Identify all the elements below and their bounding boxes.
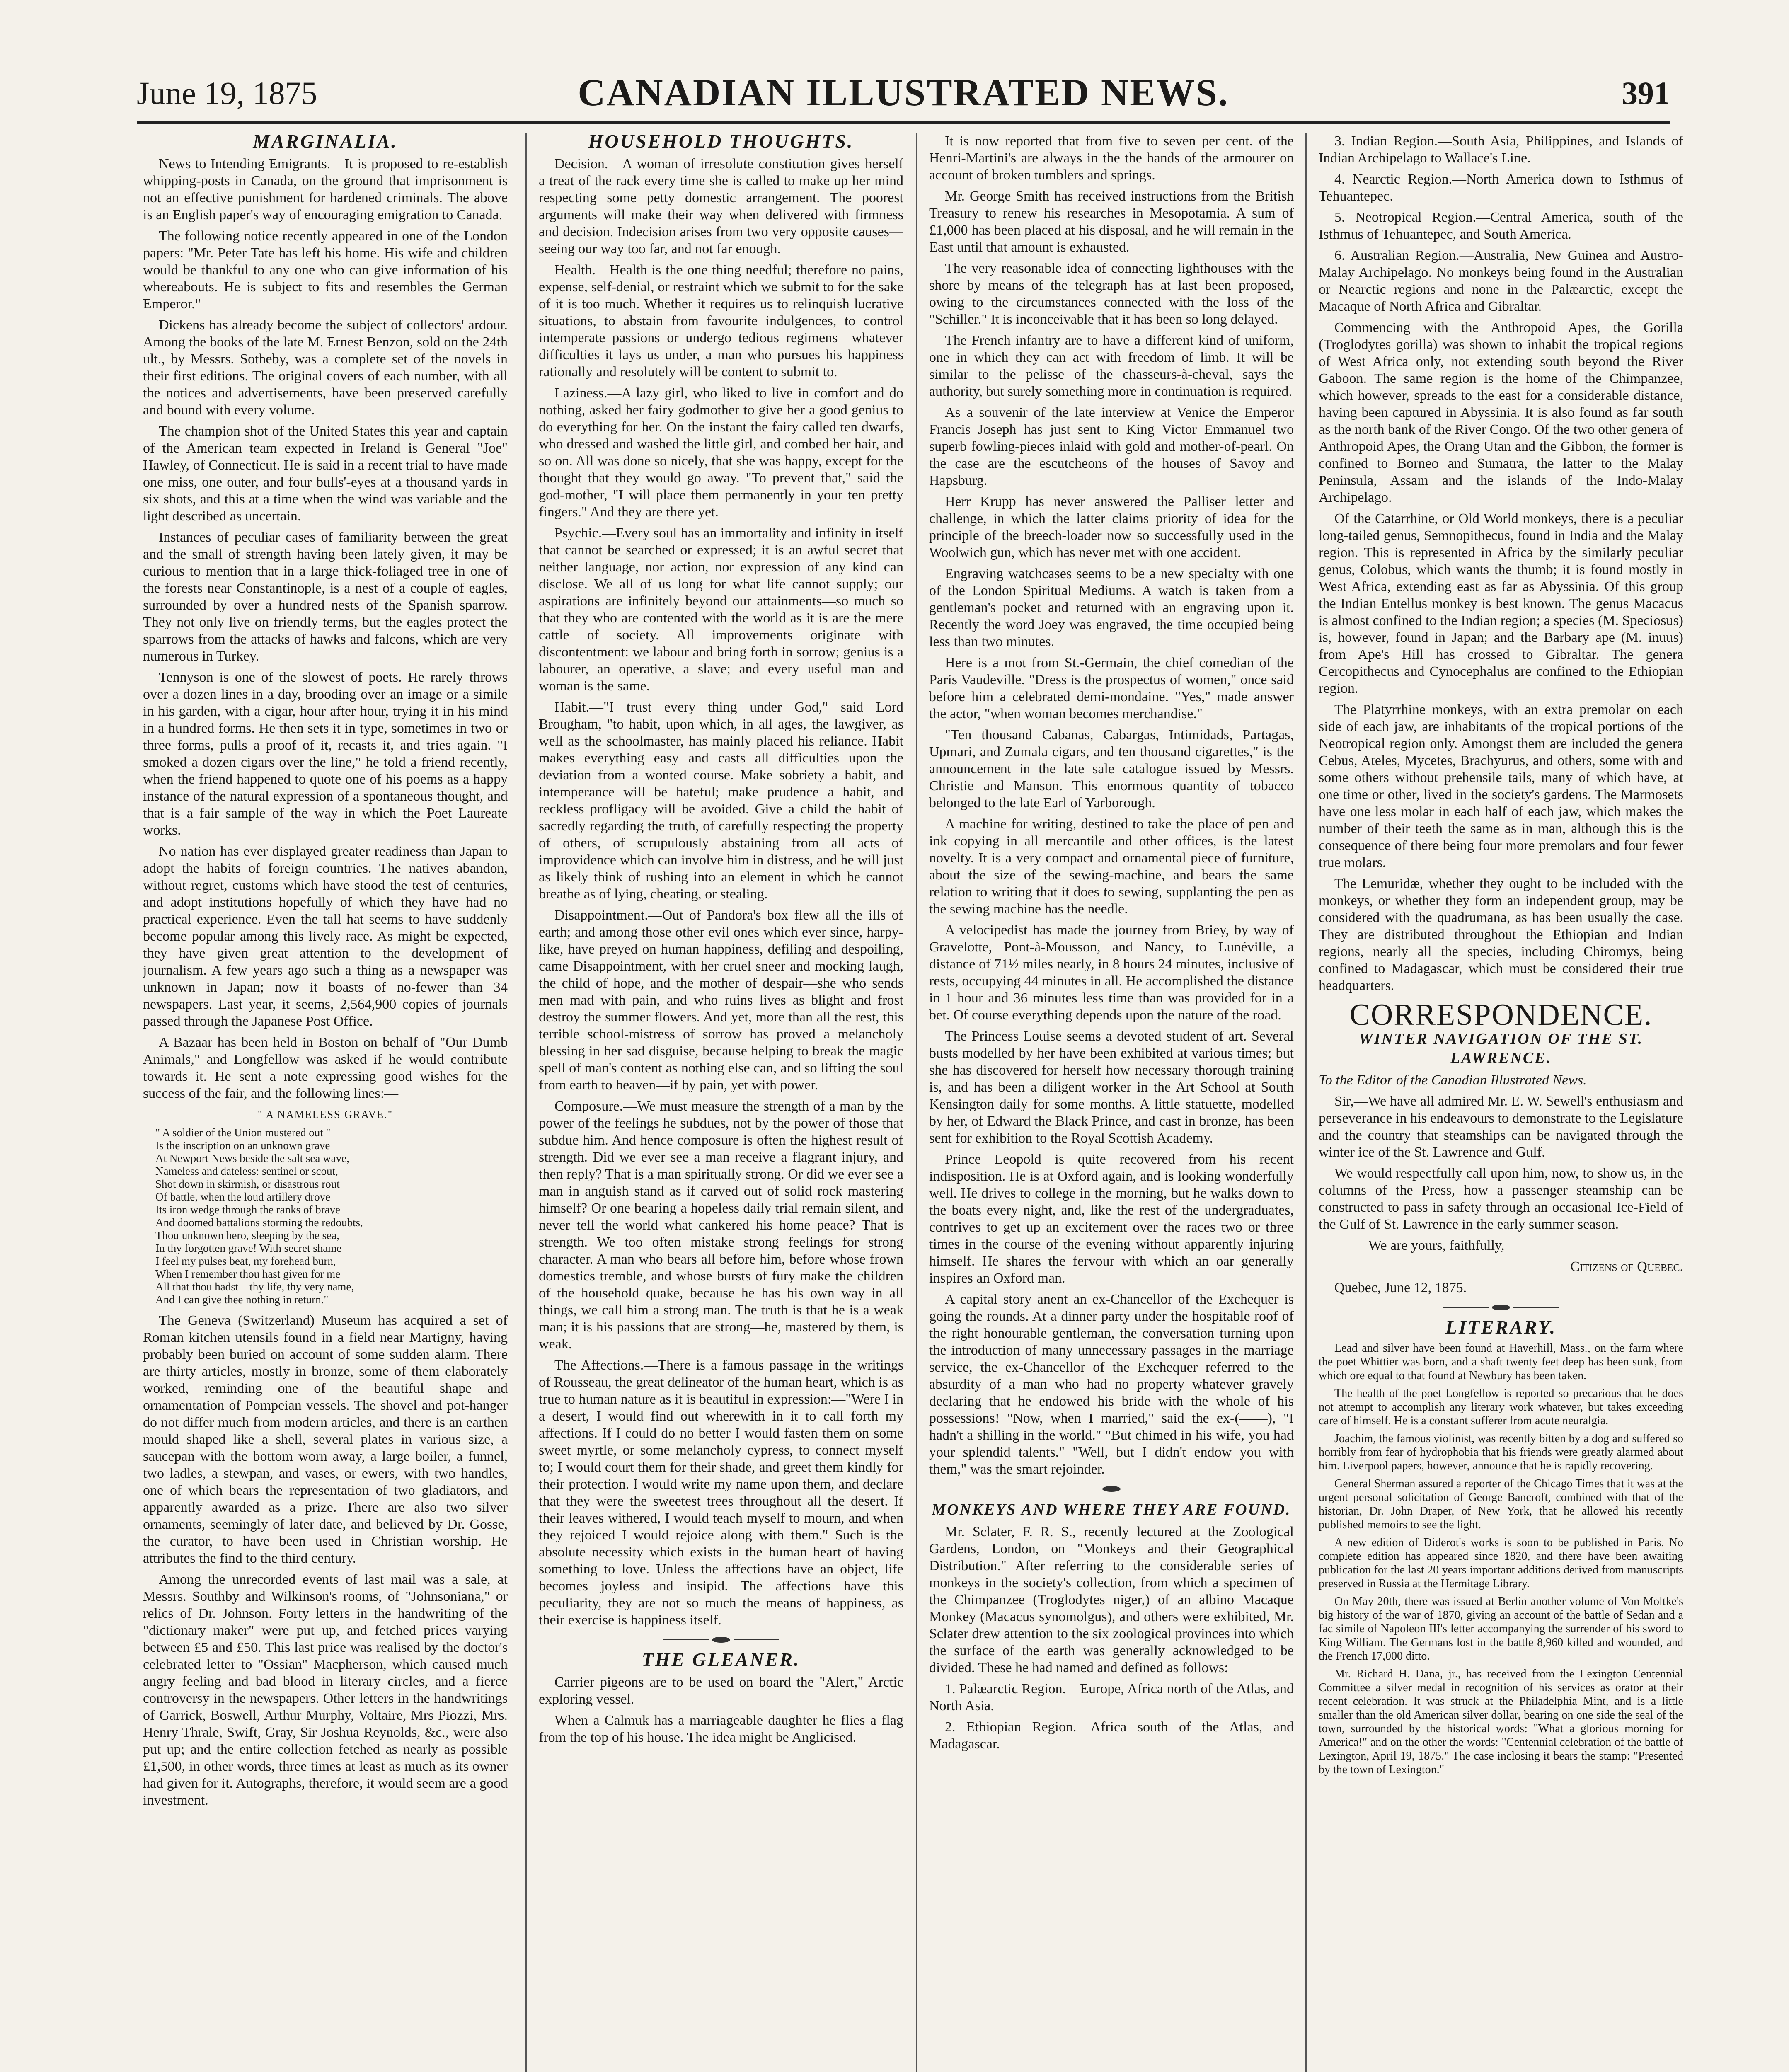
- letter-paragraph: We would respectfully call upon him, now, to show us, in the columns of the Press, how a passenger steamship can be constructed to pass in safety through an occasional Ice-Field of the Gulf of St. Lawrence in the early summer season.: [1319, 1166, 1683, 1232]
- article-paragraph: On May 20th, there was issued at Berlin another volume of Von Moltke's big history of the war of 1870, giving an account of the battle of Sedan and a fac simile of Napoleon III's letter accompanying the surrender of his sword to King William. The Germans lost in the battle 8,960 killed and wounded, and the French 17,000 ditto.: [1319, 1595, 1683, 1663]
- section-ornament: [1443, 1304, 1559, 1311]
- article-paragraph: When a Calmuk has a marriageable daughter he flies a flag from the top of his house. The idea might be Anglicised.: [539, 1713, 903, 1745]
- article-paragraph: Instances of peculiar cases of familiarity between the great and the small of strength having been lately given, it may be curious to mention that in a large thick-foliaged tree in one of the forests near Constantinople, is a nest of a couple of eagles, surrounded by over a hundred nests of the Spanish sparrow. They not only live on friendly terms, but the eagles protect the sparrows from the attacks of hawks and falcons, which are very numerous in Turkey.: [143, 530, 508, 664]
- article-paragraph: The Lemuridæ, whether they ought to be included with the monkeys, or whether they form an independent group, may be considered with the quadrumana, as has been usually the case. They are distributed throughout the Ethiopian and Indian regions, nearly all the species, including Chiromys, being confined to Madagascar, which must be considered their true headquarters.: [1319, 876, 1683, 993]
- article-paragraph: Joachim, the famous violinist, was recently bitten by a dog and suffered so horribly from fear of hydrophobia that his friends were greatly alarmed about him. Liverpool papers, however, announce that he is rapidly recovering.: [1319, 1432, 1683, 1472]
- article-paragraph: Herr Krupp has never answered the Palliser letter and challenge, in which the latter claims priority of idea for the principle of the breech-loader now so successfully used in the Woolwich gun, which has never met with one accident.: [929, 494, 1294, 560]
- article-paragraph: "Ten thousand Cabanas, Cabargas, Intimidads, Partagas, Upmari, and Zumala cigars, and ten thousand cigarettes," is the announcement in the late sale catalogue issued by Messrs. Christie and Manson. This enormous quantity of tobacco belonged to the late Earl of Yarborough.: [929, 727, 1294, 811]
- poem-title: " A NAMELESS GRAVE.": [257, 1109, 393, 1121]
- column-rule: [1305, 133, 1307, 2072]
- poem-line: Thou unknown hero, sleeping by the sea,: [155, 1229, 339, 1242]
- article-paragraph: As a souvenir of the late interview at Venice the Emperor Francis Joseph has just sent to King Victor Emmanuel two superb fowling-pieces inlaid with gold and mother-of-pearl. On the case are the escutcheons of the houses of Savoy and Hapsburg.: [929, 405, 1294, 488]
- column-4: [1319, 133, 1683, 2072]
- article-paragraph: The Platyrrhine monkeys, with an extra premolar on each side of each jaw, are inhabitants of the tropical portions of the Neotropical region only. Amongst them are included the genera Cebus, Ateles, Mycetes, Brachyurus, and others, some with and some others without prehensile tails, many of which have, at one time or other, lived in the society's gardens. The Marmosets have one less molar in each half of each jaw, which makes the number of their teeth the same as in man, although this is the consequence of there being four more premolars and four fewer true molars.: [1319, 702, 1683, 870]
- column-rule: [916, 133, 917, 2072]
- article-paragraph: 1. Palæarctic Region.—Europe, Africa north of the Atlas, and North Asia.: [929, 1681, 1294, 1714]
- column-3: [929, 133, 1294, 2072]
- section-heading-literary: LITERARY.: [1445, 1317, 1557, 1338]
- poem-line: Shot down in skirmish, or disastrous rout: [155, 1178, 340, 1190]
- article-paragraph: Carrier pigeons are to be used on board the "Alert," Arctic exploring vessel.: [539, 1675, 903, 1707]
- article-paragraph: A machine for writing, destined to take the place of pen and ink copying in all mercantile and other offices, is the latest novelty. It is a very compact and ornamental piece of furniture, about the size of the sewing-machine, and bears the same relation to writing that it does to sewing, supplanting the pen as the sewing machine has the needle.: [929, 816, 1294, 917]
- column-1: [143, 133, 508, 2072]
- poem-line: In thy forgotten grave! With secret shame: [155, 1242, 342, 1254]
- article-paragraph: Health.—Health is the one thing needful; therefore no pains, expense, self-denial, or restraint which we submit to for the sake of it is too much. Whether it requires us to relinquish lucrative situations, to abstain from favourite indulgences, to control intemperate passions or undergo tedious regimens—whatever difficulties it lays us under, a man who pursues his happiness rationally and resolutely will be content to submit to.: [539, 262, 903, 380]
- article-paragraph: A new edition of Diderot's works is soon to be published in Paris. No complete edition has appeared since 1820, and there have been awaiting publication for the last 20 years important additions derived from manuscripts preserved in Russia at the Hermitage Library.: [1319, 1536, 1683, 1590]
- article-paragraph: News to Intending Emigrants.—It is proposed to re-establish whipping-posts in Canada, on the ground that imprisonment is not an effective punishment for hardened criminals. The above is an English paper's way of encouraging emigration to Canada.: [143, 156, 508, 223]
- poem-line: When I remember thou hast given for me: [155, 1268, 341, 1280]
- article-paragraph: The health of the poet Longfellow is reported so precarious that he does not attempt to accomplish any literary work whatever, but takes exceeding care of himself. He is a constant sufferer from acute neuralgia.: [1319, 1387, 1683, 1427]
- section-heading-the-gleaner: THE GLEANER.: [642, 1649, 801, 1670]
- article-paragraph: Among the unrecorded events of last mail was a sale, at Messrs. Southby and Wilkinson's rooms, of "Johnsoniana," or relics of Dr. Johnson. Forty letters in the handwriting of the "dictionary maker" were put up, and fetched prices varying between £5 and £50. This last price was realised by the doctor's celebrated letter to "Ossian" Macpherson, which caused much angry feeling and bad blood in literary circles, and a fierce controversy in the newspapers. Other letters in the handwritings of Garrick, Boswell, Arthur Murphy, Voltaire, Mrs Piozzi, Mrs. Henry Thrale, Swift, Gray, Sir Joshua Reynolds, &c., were also put up; and the entire collection fetched as nearly as possible £1,500, in other words, three times at least as much as its owner had given for it. Autographs, therefore, it would seem are a good investment.: [143, 1572, 508, 1808]
- masthead: [137, 70, 1670, 120]
- article-paragraph: Lead and silver have been found at Haverhill, Mass., on the farm where the poet Whittier was born, and a shaft twenty feet deep has been sunk, from which ore equal to that found at Newbury has been taken.: [1319, 1342, 1683, 1382]
- poem-line: At Newport News beside the salt sea wave,: [155, 1152, 349, 1164]
- article-paragraph: Mr. Richard H. Dana, jr., has received from the Lexington Centennial Committee a silver medal in recognition of his services as orator at their recent celebration. It was struck at the Philadelphia Mint, and is a little smaller than the old American silver dollar, bearing on one side the seal of the town, surrounded by the historical words: "What a glorious morning for America!" and on the other the words: "Centennial celebration of the battle of Lexington, April 19, 1875." The case inclosing it bears the stamp: "Presented by the town of Lexington.": [1319, 1668, 1683, 1776]
- article-paragraph: The following notice recently appeared in one of the London papers: "Mr. Peter Tate has left his home. His wife and children would be thankful to any one who can give information of his whereabouts. He is subject to fits and resembles the German Emperor.": [143, 228, 508, 312]
- newspaper-title: CANADIAN ILLUSTRATED NEWS.: [578, 71, 1229, 114]
- poem-line: Its iron wedge through the ranks of brave: [155, 1203, 341, 1216]
- article-paragraph: Tennyson is one of the slowest of poets. He rarely throws over a dozen lines in a day, brooding over an image or a simile in his garden, with a cigar, hour after hour, trying it in his mind in a hundred forms. He then sets it in type, sometimes in two or three forms, pulls a proof of it, recasts it, and tries again. "I smoked a dozen cigars over the line," he told a friend recently, when the friend happened to quote one of his poems as a happy instance of the natural expression of a spontaneous thought, and that is a fair sample of the way in which the Poet Laureate works.: [143, 670, 508, 838]
- article-paragraph: General Sherman assured a reporter of the Chicago Times that it was at the urgent personal solicitation of George Bancroft, combined with that of the historian, Dr. John Draper, of New York, that he allowed his recently published memoirs to see the light.: [1319, 1477, 1683, 1531]
- article-paragraph: The very reasonable idea of connecting lighthouses with the shore by means of the telegraph has at last been proposed, owing to the circumstances connected with the loss of the "Schiller." It is inconceivable that it has been so long delayed.: [929, 261, 1294, 327]
- article-paragraph: The Geneva (Switzerland) Museum has acquired a set of Roman kitchen utensils found in a field near Martigny, having probably been buried on account of some sudden alarm. There are thirty articles, mostly in bronze, some of them elaborately worked, reminding one of the beautiful shape and ornamentation of Pompeian vessels. The shovel and pot-hanger do not differ much from modern articles, and there is an earthen mould shaped like a shell, several plates in various size, a saucepan with the bottom worn away, a large boiler, a funnel, two ladles, a stewpan, and vases, or ewers, with two handles, one of which bears the representation of two gladiators, and apparently awarded as a prize. There are also two silver ornaments, seemingly of later date, and believed by Dr. Gosse, the curator, to have been used in Christian worship. He attributes the find to the third century.: [143, 1313, 508, 1566]
- article-paragraph: Psychic.—Every soul has an immortality and infinity in itself that cannot be searched or expressed; it is an awful secret that neither language, nor action, nor expression of any kind can disclose. We all of us long for what life cannot supply; our aspirations are infinitely beyond our attainments—so much so that they who are contented with the world as it is are the mere cattle of society. All improvements originate with discontentment: we labour and bring forth in sorrow; genius is a labourer, an operative, a slave; and every useful man and woman is the same.: [539, 525, 903, 694]
- article-paragraph: Prince Leopold is quite recovered from his recent indisposition. He is at Oxford again, and is looking wonderfully well. He drives to college in the morning, but he walks down to the boats every night, and, like the rest of the undergraduates, contrives to get up an excitement over the races two or three times in the course of the evening without apparently injuring himself. He shares the fervour with which an oar generally inspires an Oxford man.: [929, 1152, 1294, 1286]
- article-paragraph: A Bazaar has been held in Boston on behalf of "Our Dumb Animals," and Longfellow was asked if he would contribute towards it. He sent a note expressing good wishes for the success of the fair, and the following lines:—: [143, 1035, 508, 1101]
- section-ornament: [663, 1636, 779, 1644]
- article-paragraph: Mr. Sclater, F. R. S., recently lectured at the Zoological Gardens, London, on "Monkeys and their Geographical Distribution." After referring to the considerable series of monkeys in the society's collection, from which a specimen of the Chimpanzee (Troglodytes niger,) of an albino Macaque Monkey (Macacus synomolgus), and others were exhibited, Mr. Sclater drew attention to the six zoological provinces into which the surface of the earth was generally acknowledged to be divided. These he had named and defined as follows:: [929, 1524, 1294, 1675]
- article-paragraph: A velocipedist has made the journey from Briey, by way of Gravelotte, Pont-à-Mousson, and Nancy, to Lunéville, a distance of 71½ miles nearly, in 8 hours 24 minutes, inclusive of rests, occupying 44 minutes in all. He accomplished the distance in 1 hour and 36 minutes less time than was provided for in a bet. Of course everything depends upon the nature of the road.: [929, 922, 1294, 1023]
- article-paragraph: The French infantry are to have a different kind of uniform, one in which they can act with freedom of limb. It will be similar to the pelisse of the chasseurs-à-cheval, says the authority, but surely something more in continuation is required.: [929, 333, 1294, 399]
- column-rule: [525, 133, 527, 2072]
- article-paragraph: No nation has ever displayed greater readiness than Japan to adopt the habits of foreign countries. The natives abandon, without regret, customs which have stood the test of centuries, and adopt institutions hopefully of which they have had no practical experience. Even the tall hat seems to have suddenly become popular among this lively race. As might be expected, they have given great attention to the development of journalism. A few years ago such a thing as a newspaper was unknown in Japan; now it boasts of no-fewer than 34 newspapers. Last year, it seems, 2,564,900 copies of journals passed through the Japanese Post Office.: [143, 844, 508, 1029]
- article-paragraph: Dickens has already become the subject of collectors' ardour. Among the books of the late M. Ernest Benzon, sold on the 24th ult., by Messrs. Sotheby, was a complete set of the novels in their first editions. The original covers of each number, with all the notices and advertisements, have been preserved carefully and bound with every volume.: [143, 317, 508, 418]
- poem-line: And doomed battalions storming the redoubts,: [155, 1216, 363, 1229]
- article-paragraph: A capital story anent an ex-Chancellor of the Exchequer is going the rounds. At a dinner party under the hospitable roof of the right honourable gentleman, the conversation turning upon the introduction of many unnecessary passages in the marriage service, the ex-Chancellor of the Exchequer referred to the absurdity of a man who had no property whatever gravely declaring that he endowed his bride with the whole of his possessions! "Now, when I married," said the ex-(——), "I hadn't a shilling in the world." "But chimed in his wife, you had your splendid talents." "Well, but I didn't endow you with them," was the smart rejoinder.: [929, 1292, 1294, 1477]
- article-paragraph: The champion shot of the United States this year and captain of the American team expected in Ireland is General "Joe" Hawley, of Connecticut. He is said in a recent trial to have made one miss, one outer, and four bulls'-eyes at a thousand yards in six shots, and this at a time when the wind was variable and the light described as uncertain.: [143, 424, 508, 524]
- column-2: [539, 133, 903, 2072]
- article-paragraph: The Princess Louise seems a devoted student of art. Several busts modelled by her have been exhibited at various times; but she has discovered for herself how necessary thorough training is, and has been a diligent worker in the Art School at South Kensington daily for some months. A little statuette, modelled by her, of Edward the Black Prince, and cast in bronze, has been sent for exhibition to the Royal Scottish Academy.: [929, 1029, 1294, 1146]
- poem-line: Of battle, when the loud artillery drove: [155, 1191, 331, 1203]
- article-paragraph: Engraving watchcases seems to be a new specialty with one of the London Spiritual Mediums. A watch is taken from a gentleman's pocket and returned with an engraving upon it. Recently the word Joey was engraved, the time occupied being less than two minutes.: [929, 566, 1294, 649]
- article-paragraph: 6. Australian Region.—Australia, New Guinea and Austro-Malay Archipelago. No monkeys being found in the Australian or Nearctic regions and none in the Palæarctic, except the Macaque of North Africa and Gibraltar.: [1319, 248, 1683, 314]
- article-paragraph: Mr. George Smith has received instructions from the British Treasury to renew his researches in Mesopotamia. A sum of £1,000 has been placed at his disposal, and he will remain in the East until that amount is exhausted.: [929, 189, 1294, 255]
- poem-line: " A soldier of the Union mustered out ": [155, 1126, 331, 1139]
- letter-paragraph: Sir,—We have all admired Mr. E. W. Sewell's enthusiasm and perseverance in his endeavours to demonstrate to the Legislature and the country that steamships can be navigated through the winter ice of the St. Lawrence and Gulf.: [1319, 1094, 1683, 1160]
- article-paragraph: Of the Catarrhine, or Old World monkeys, there is a peculiar long-tailed genus, Semnopithecus, found in India and the Malay region. This is represented in Africa by the similarly peculiar genus, Colobus, which wants the thumb; it is found mostly in West Africa, extending east as far as Abyssinia. Of this group the Indian Entellus monkey is best known. The genus Macacus is almost confined to the Indian region; a species (M. Speciosus) is, however, found in Japan; and the Barbary ape (M. inuus) from Ape's Hill has crossed to Gibraltar. The genera Cercopithecus and Cynocephalus are confined to the Ethiopian region.: [1319, 511, 1683, 696]
- page-number: 391: [1622, 75, 1670, 111]
- section-ornament: [1053, 1485, 1169, 1493]
- article-paragraph: Disappointment.—Out of Pandora's box flew all the ills of earth; and among those other evil ones which ever since, harpy-like, have preyed on human happiness, defiling and despoiling, came Disappointment, with her cruel sneer and mocking laugh, the child of hope, and the mother of despair—she who sends men mad with pain, and who ruins lives as blight and frost destroy the summer flowers. And yet, more than all the rest, this terrible school-mistress of sorrow has proved a melancholy blessing in her sad disguise, because helping to break the magic spell of man's content as nothing else can, and so lifting the soul from earth to heaven—if by pain, yet with power.: [539, 908, 903, 1093]
- letter-signature: Citizens of Quebec.: [1570, 1259, 1683, 1274]
- section-heading-marginalia: MARGINALIA.: [253, 133, 398, 152]
- poem-line: And I can give thee nothing in return.": [155, 1293, 329, 1306]
- poem-line: All that thou hadst—thy life, thy very name,: [155, 1280, 354, 1293]
- section-heading-monkeys: MONKEYS AND WHERE THEY ARE FOUND.: [932, 1501, 1291, 1518]
- poem: [155, 1126, 508, 1306]
- article-paragraph: Laziness.—A lazy girl, who liked to live in comfort and do nothing, asked her fairy godmother to give her a good genius to do everything for her. On the instant the fairy called ten dwarfs, who dressed and washed the little girl, and combed her hair, and so on. All was done so nicely, that she was happy, except for the thought that they would go away. "To prevent that," said the god-mother, "I will place them permanently in your ten pretty fingers." And they are there yet.: [539, 385, 903, 520]
- poem-line: Is the inscription on an unknown grave: [155, 1139, 330, 1152]
- article-paragraph: It is now reported that from five to seven per cent. of the Henri-Martini's are always in the the hands of the armourer on account of broken tumblers and springs.: [929, 133, 1294, 183]
- letter-dateline: Quebec, June 12, 1875.: [1334, 1280, 1467, 1295]
- article-paragraph: 4. Nearctic Region.—North America down to Isthmus of Tehuantepec.: [1319, 172, 1683, 204]
- article-paragraph: Composure.—We must measure the strength of a man by the power of the feelings he subdues, not by the power of those that subdue him. And hence composure is often the highest result of strength. Did we ever see a man receive a flagrant injury, and then reply? That is a man spiritually strong. Or did we ever see a man in anguish stand as if carved out of solid rock mastering himself? Or one bearing a hopeless daily trial remain silent, and never tell the world what cankered his home peace? That is strength. We too often mistake strong feelings for strong character. A man who bears all before him, before whose frown domestics tremble, and whose bursts of fury make the children of the household quake, because he has his own way in all things, we call him a strong man. The truth is that he is a weak man; it is his passions that are strong—he, mastered by them, is weak.: [539, 1099, 903, 1352]
- poem-line: Nameless and dateless: sentinel or scout,: [155, 1165, 338, 1177]
- masthead-rule: [137, 121, 1670, 124]
- poem-line: I feel my pulses beat, my forehead burn,: [155, 1255, 336, 1267]
- article-paragraph: Habit.—"I trust every thing under God," said Lord Brougham, "to habit, upon which, in all ages, the lawgiver, as well as the schoolmaster, has mainly placed his reliance. Habit makes everything easy and casts all difficulties upon the deviation from a wonted course. Make sobriety a habit, and intemperance will be hateful; make prudence a habit, and reckless profligacy will be avoided. Give a child the habit of sacredly regarding the truth, of carefully respecting the property of others, of scrupulously abstaining from all acts of improvidence which can involve him in distress, and he will just as likely think of rushing into an element in which he cannot breathe as of lying, cheating, or stealing.: [539, 700, 903, 902]
- section-heading-household-thoughts: HOUSEHOLD THOUGHTS.: [588, 133, 854, 152]
- salutation: To the Editor of the Canadian Illustrated News.: [1319, 1072, 1587, 1088]
- section-heading-correspondence: CORRESPONDENCE.: [1349, 998, 1653, 1032]
- article-paragraph: Decision.—A woman of irresolute constitution gives herself a treat of the rack every time she is called to make up her mind respecting some petty domestic arrangement. The poorest arguments will make their way when delivered with firmness and decision. Indecision arises from two very opposite causes—seeing our way too far, and not far enough.: [539, 156, 903, 257]
- subheading-winter-navigation: WINTER NAVIGATION OF THE ST. LAWRENCE.: [1358, 1030, 1644, 1067]
- issue-date: June 19, 1875: [137, 75, 317, 111]
- article-paragraph: Commencing with the Anthropoid Apes, the Gorilla (Troglodytes gorilla) was shown to inhabit the tropical regions of West Africa only, not extending south beyond the River Gaboon. The same region is the home of the Chimpanzee, which however, spreads to the east for a considerable distance, having been captured in Abyssinia. It is also found as far south as the north bank of the River Congo. Of the two other genera of Anthropoid Apes, the Orang Utan and the Gibbon, the former is confined to Borneo and Sumatra, the latter to the Malay Peninsula, Assam and the islands of the Indo-Malay Archipelago.: [1319, 320, 1683, 505]
- letter-closing: We are yours, faithfully,: [1368, 1238, 1505, 1253]
- article-paragraph: 3. Indian Region.—South Asia, Philippines, and Islands of Indian Archipelago to Wallace's Line.: [1319, 133, 1683, 166]
- article-paragraph: 2. Ethiopian Region.—Africa south of the Atlas, and Madagascar.: [929, 1719, 1294, 1752]
- article-paragraph: The Affections.—There is a famous passage in the writings of Rousseau, the great delineator of the human heart, which is as true to human nature as it is beautiful in expression:—"Were I in a desert, I would find out wherewith in it to call forth my affections. If I could do no better I would fasten them on some sweet myrtle, or some melancholy cypress, to connect myself to; I would court them for their shade, and greet them kindly for their protection. I would write my name upon them, and declare that they were the sweetest trees throughout all the desert. If their leaves withered, I would teach myself to mourn, and when they rejoiced I would rejoice along with them." Such is the absolute necessity which exists in the human heart of having something to love. Unless the affections have an object, life becomes joyless and insipid. The affections have this peculiarity, they are not so much the means of happiness, as their exercise is happiness itself.: [539, 1358, 903, 1628]
- article-paragraph: 5. Neotropical Region.—Central America, south of the Isthmus of Tehuantepec, and South America.: [1319, 210, 1683, 242]
- article-paragraph: Here is a mot from St.-Germain, the chief comedian of the Paris Vaudeville. "Dress is the prospectus of women," once said before him a celebrated demi-mondaine. "Yes," made answer the actor, "when woman becomes merchandise.": [929, 655, 1294, 721]
